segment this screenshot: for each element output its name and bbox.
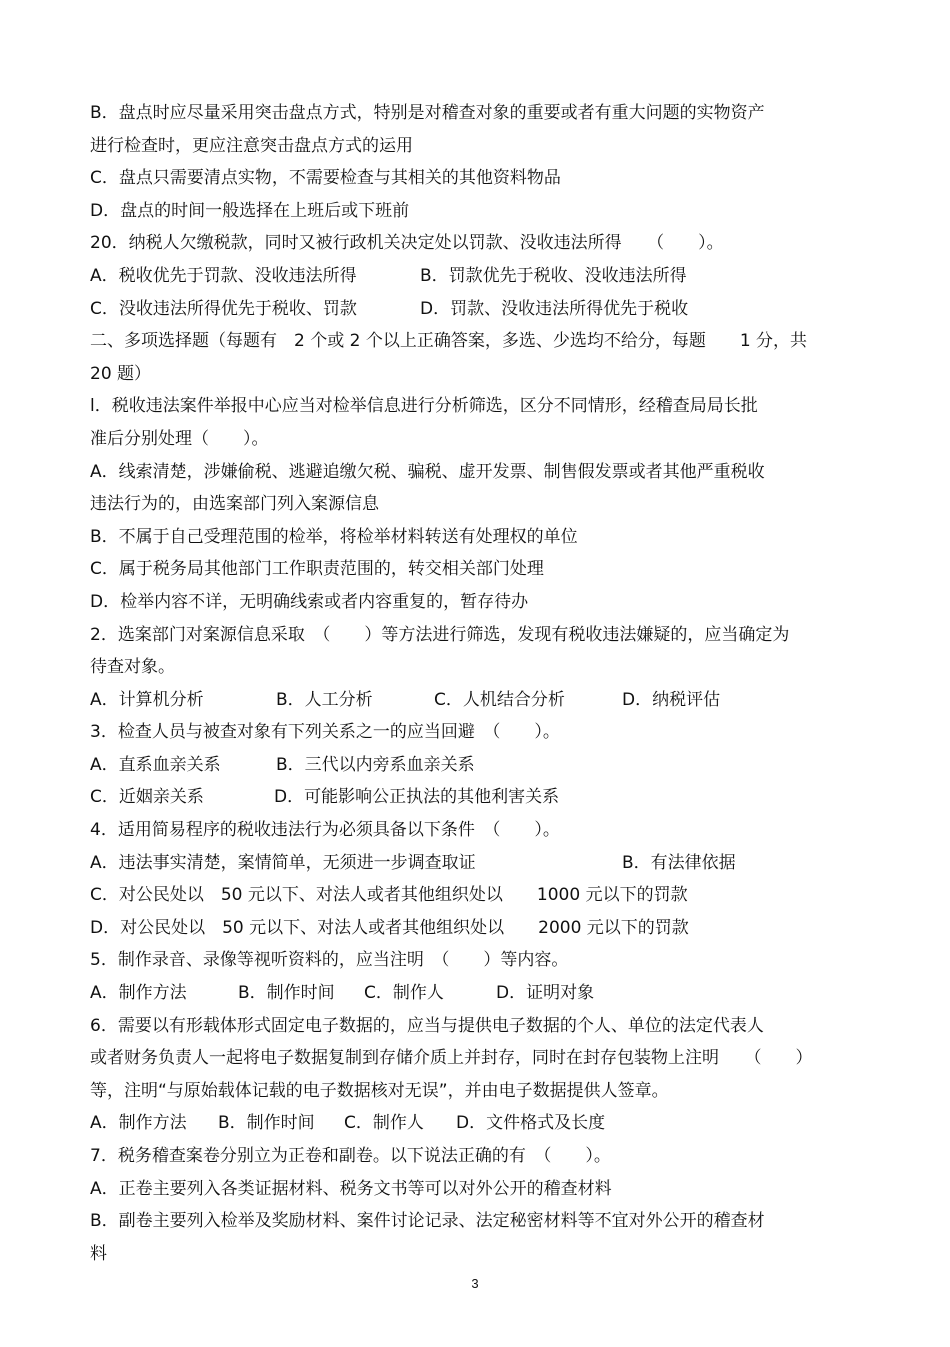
- option-d: D．罚款、没收违法所得优先于税收: [420, 298, 689, 319]
- text-line: D．盘点的时间一般选择在上班后或下班前: [90, 200, 410, 221]
- option-c: C．近姻亲关系: [90, 787, 204, 808]
- option-d: D．纳税评估: [622, 689, 721, 710]
- question-3: 3．检查人员与被查对象有下列关系之一的应当回避 （ ）。: [90, 722, 560, 743]
- page-number: 3: [471, 1276, 479, 1291]
- option-a: A．正卷主要列入各类证据材料、税务文书等可以对外公开的稽查材料: [90, 1178, 612, 1199]
- option-c: C．制作人: [364, 983, 444, 1004]
- option-b: B．人工分析: [276, 689, 373, 710]
- option-d: D．对公民处以 50 元以下、对法人或者其他组织处以 2000 元以下的罚款: [90, 917, 689, 938]
- option-a: A．税收优先于罚款、没收违法所得: [90, 265, 357, 286]
- options-row: [90, 684, 870, 717]
- options-row: [90, 293, 870, 326]
- options-row: [90, 977, 870, 1010]
- option-c: C．人机结合分析: [434, 689, 565, 710]
- option-b: B．三代以内旁系血亲关系: [276, 754, 475, 775]
- option-c: C．对公民处以 50 元以下、对法人或者其他组织处以 1000 元以下的罚款: [90, 885, 688, 906]
- question-2: 2．选案部门对案源信息采取 （ ）等方法进行筛选，发现有税收违法嫌疑的，应当确定为: [90, 624, 790, 645]
- option-b: B．制作时间: [218, 1113, 315, 1134]
- option-d: D．证明对象: [496, 983, 595, 1004]
- text-line: B．盘点时应尽量采用突击盘点方式，特别是对稽查对象的重要或者有重大问题的实物资产: [90, 103, 765, 123]
- section-heading: 二、多项选择题（每题有 2 个或 2 个以上正确答案，多选、少选均不给分，每题 1 分，共: [90, 331, 808, 352]
- option-a: A．违法事实清楚，案情简单，无须进一步调查取证: [90, 852, 476, 873]
- option-d: D．可能影响公正执法的其他利害关系: [274, 787, 560, 808]
- option-a: A．直系血亲关系: [90, 754, 221, 775]
- options-row: [90, 781, 870, 814]
- text-line: C．盘点只需要清点实物，不需要检查与其相关的其他资料物品: [90, 168, 561, 189]
- page-body: [90, 97, 870, 1270]
- option-c: C．没收违法所得优先于税收、罚款: [90, 298, 357, 319]
- option-a: A．线索清楚，涉嫌偷税、逃避追缴欠税、骗税、虚开发票、制售假发票或者其他严重税收: [90, 461, 765, 482]
- question-20: 20．纳税人欠缴税款，同时又被行政机关决定处以罚款、没收违法所得 （ ）。: [90, 233, 724, 254]
- question-5: 5．制作录音、录像等视听资料的，应当注明 （ ）等内容。: [90, 950, 569, 971]
- text-line: 等，注明“与原始载体记载的电子数据核对无误”，并由电子数据提供人签章。: [90, 1080, 669, 1101]
- option-a: A．计算机分析: [90, 689, 204, 710]
- text-line: 准后分别处理（ ）。: [90, 428, 269, 449]
- option-a: A．制作方法: [90, 983, 187, 1004]
- options-row: [90, 847, 870, 880]
- option-b: B．制作时间: [238, 983, 335, 1004]
- option-b: B．副卷主要列入检举及奖励材料、案件讨论记录、法定秘密材料等不宜对外公开的稽查材: [90, 1211, 765, 1232]
- options-row: [90, 1107, 870, 1140]
- text-line: 违法行为的，由选案部门列入案源信息: [90, 494, 379, 515]
- option-c: C．属于税务局其他部门工作职责范围的，转交相关部门处理: [90, 559, 544, 580]
- option-b: B．有法律依据: [622, 852, 736, 873]
- option-a: A．制作方法: [90, 1113, 187, 1134]
- option-d: D．文件格式及长度: [456, 1113, 606, 1134]
- text-line: 进行检查时，更应注意突击盘点方式的运用: [90, 135, 413, 156]
- option-c: C．制作人: [344, 1113, 424, 1134]
- option-b: B．罚款优先于税收、没收违法所得: [420, 265, 687, 286]
- question-4: 4．适用简易程序的税收违法行为必须具备以下条件 （ ）。: [90, 820, 560, 841]
- question-6: 6．需要以有形载体形式固定电子数据的，应当与提供电子数据的个人、单位的法定代表人: [90, 1015, 764, 1036]
- question-1: l．税收违法案件举报中心应当对检举信息进行分析筛选，区分不同情形，经稽查局局长批: [90, 396, 758, 417]
- text-line: 料: [90, 1243, 107, 1264]
- option-d: D．检举内容不详，无明确线索或者内容重复的，暂存待办: [90, 591, 529, 612]
- options-row: [90, 749, 870, 782]
- section-heading-cont: 20 题）: [90, 363, 152, 384]
- option-b: B．不属于自己受理范围的检举，将检举材料转送有处理权的单位: [90, 526, 578, 547]
- text-line: 或者财务负责人一起将电子数据复制到存储介质上并封存，同时在封存包装物上注明 （ ）: [90, 1048, 813, 1069]
- question-7: 7．税务稽查案卷分别立为正卷和副卷。以下说法正确的有 （ ）。: [90, 1146, 611, 1166]
- options-row: [90, 260, 870, 293]
- text-line: 待查对象。: [90, 657, 175, 678]
